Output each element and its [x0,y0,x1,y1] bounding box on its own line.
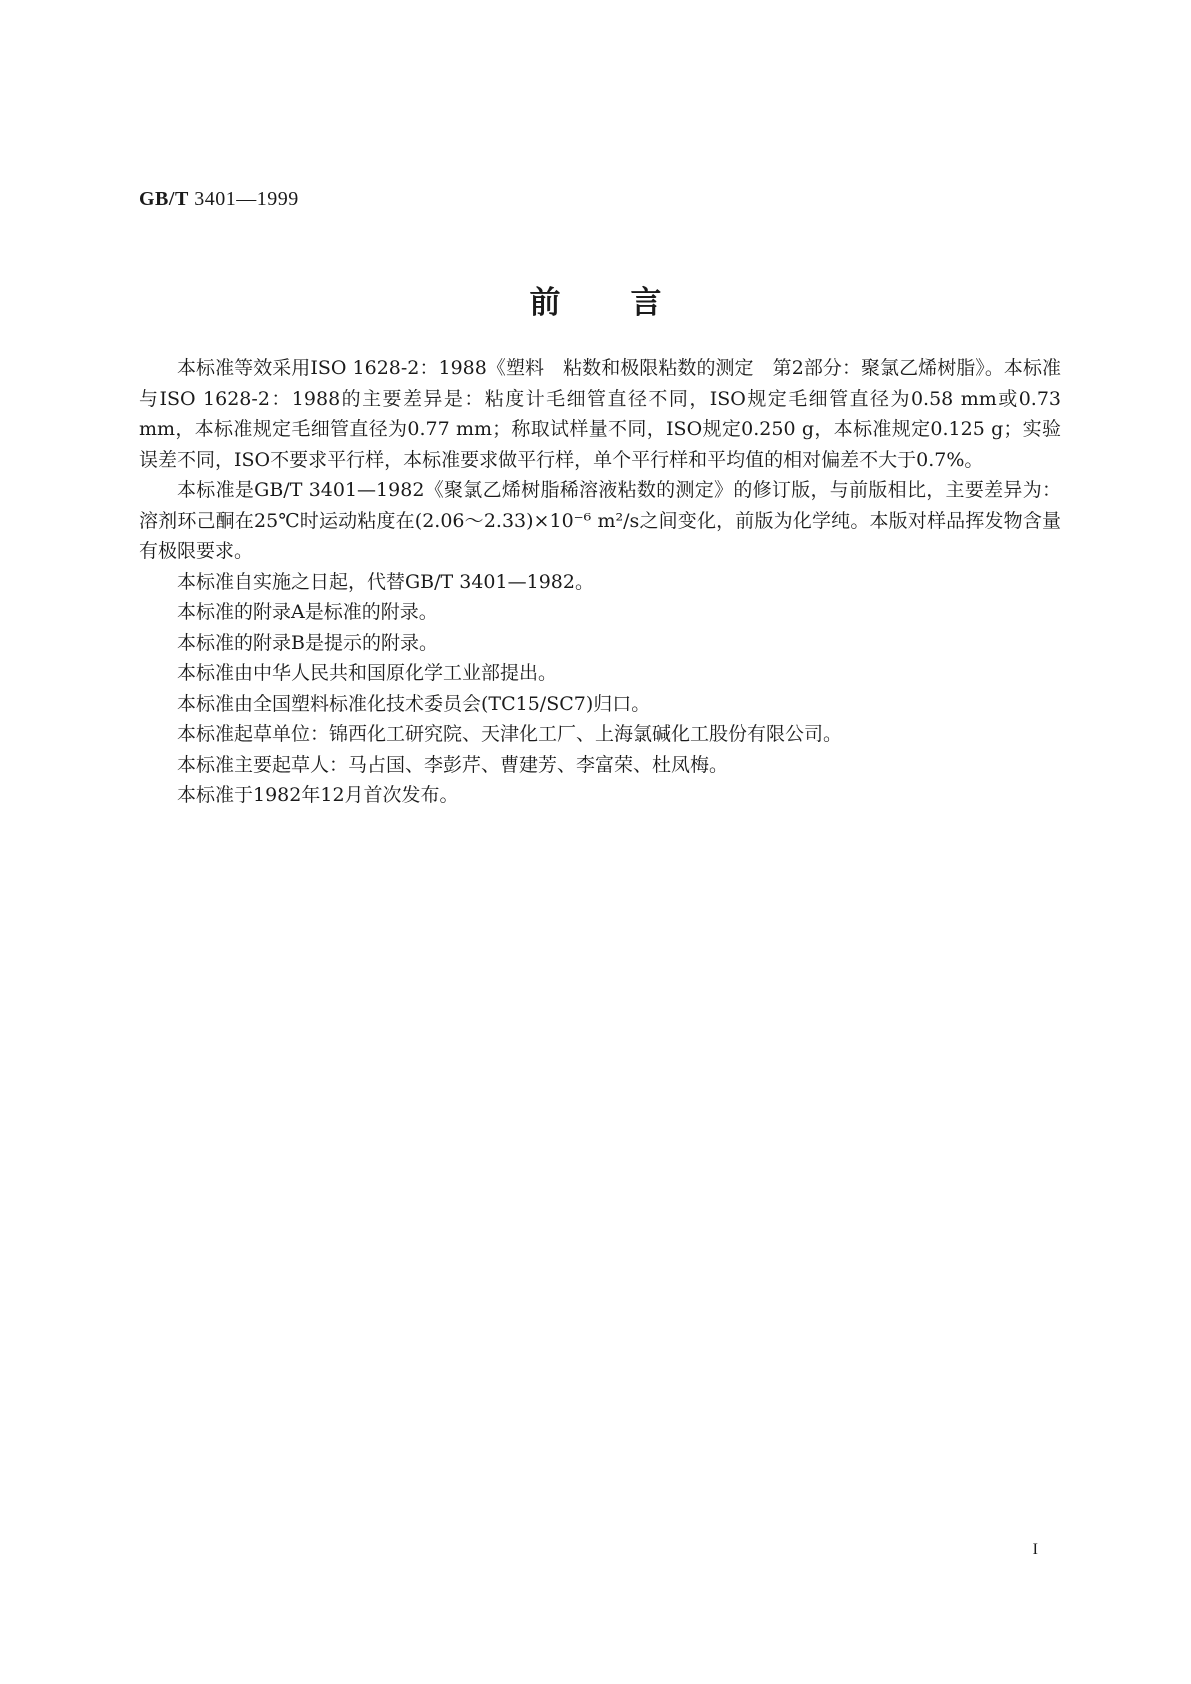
paragraph-equivalence: 本标准等效采用ISO 1628-2：1988《塑料 粘数和极限粘数的测定 第2部分：聚氯乙烯树脂》。本标准与ISO 1628-2：1988的主要差异是：粘度计毛细管直径不同，ISO规定毛细管直径为0.58 mm或0.73 mm，本标准规定毛细管直径为0.77 mm；称取试样量不同，ISO规定0.250 g，本标准规定0.125 g；实验误差不同，ISO不要求平行样，本标准要求做平行样，单个平行样和平均值的相对偏差不大于0.7%。 [139,357,1061,471]
page-number: I [1032,1541,1038,1558]
paragraph-appendix-b: 本标准的附录B是提示的附录。 [177,631,438,654]
paragraph-proposer: 本标准由中华人民共和国原化学工业部提出。 [177,662,558,684]
paragraph-replacement: 本标准自实施之日起，代替GB/T 3401—1982。 [177,570,594,593]
paragraph-drafters: 本标准主要起草人：马占国、李彭芹、曹建芳、李富荣、杜凤梅。 [177,753,729,776]
paragraph-drafting-units: 本标准起草单位：锦西化工研究院、天津化工厂、上海氯碱化工股份有限公司。 [177,723,843,745]
standard-code-number: 3401—1999 [194,188,299,210]
standard-code [139,188,299,211]
paragraph-first-issue: 本标准于1982年12月首次发布。 [177,784,459,806]
page-title: 前言 [529,285,732,321]
paragraph-administrator: 本标准由全国塑料标准化技术委员会(TC15/SC7)归口。 [177,692,651,715]
foreword-body [139,353,1061,811]
paragraph-revision: 本标准是GB/T 3401—1982《聚氯乙烯树脂稀溶液粘数的测定》的修订版，与前版相比，主要差异为：溶剂环己酮在25℃时运动粘度在(2.06～2.33)×10⁻⁶ m²/s之间变化，前版为化学纯。本版对样品挥发物含量有极限要求。 [139,479,1061,562]
paragraph-appendix-a: 本标准的附录A是标准的附录。 [177,601,438,623]
standard-code-prefix: GB/T [139,188,189,210]
